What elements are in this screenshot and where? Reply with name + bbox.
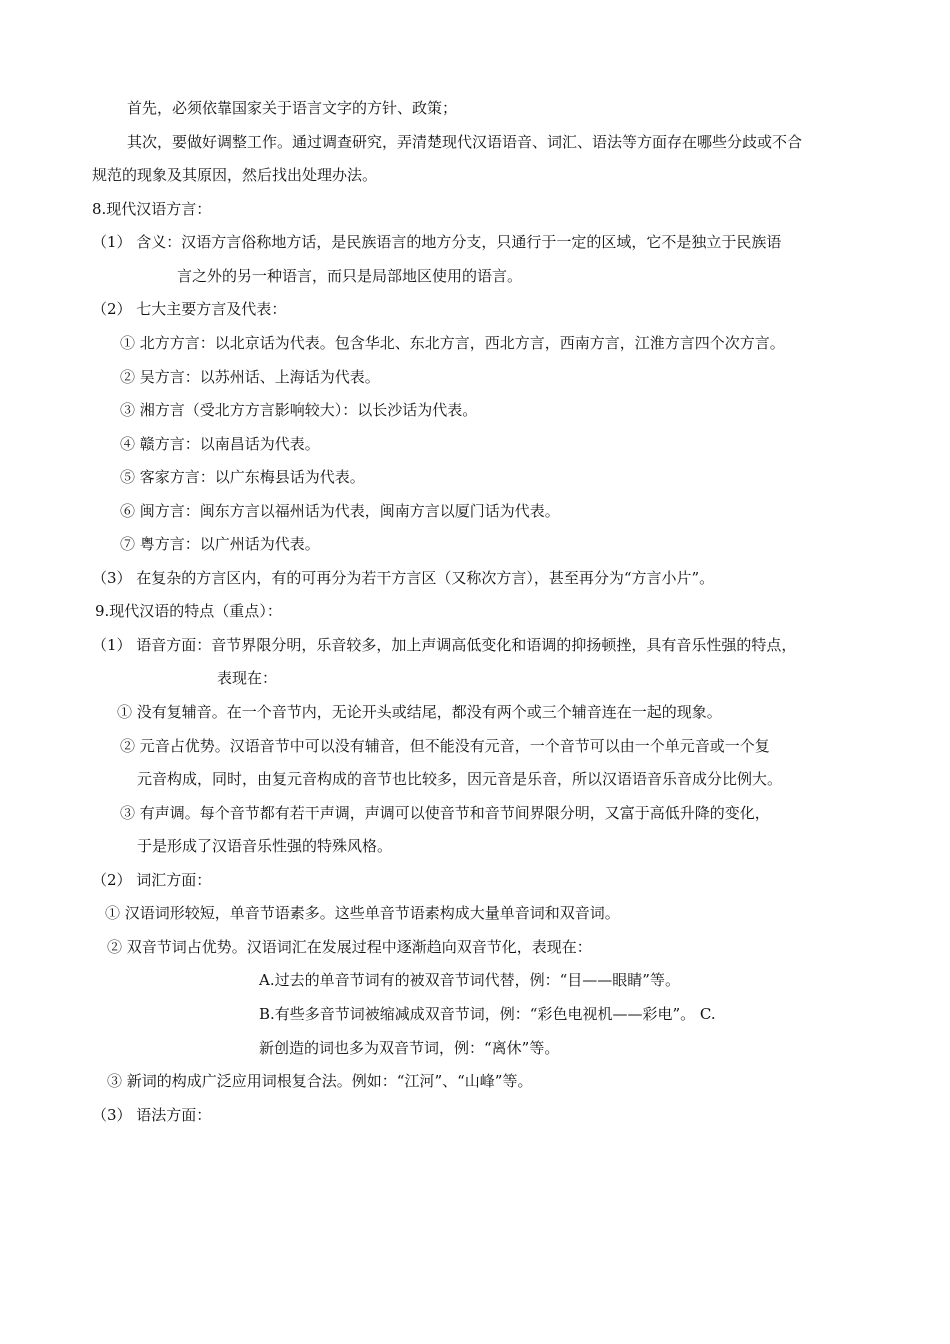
subsection-heading: （3） 语法方面： bbox=[92, 1106, 212, 1124]
paragraph-line: 规范的现象及其原因，然后找出处理办法。 bbox=[92, 166, 378, 184]
paragraph-line: 首先，必须依靠国家关于语言文字的方针、政策； bbox=[127, 99, 458, 117]
paragraph-line: （1） 语音方面：音节界限分明，乐音较多，加上声调高低变化和语调的抑扬顿挫，具有音乐性强的特点， bbox=[92, 636, 797, 654]
paragraph-line: 表现在： bbox=[217, 669, 278, 687]
section-heading: 8.现代汉语方言： bbox=[92, 200, 212, 218]
list-item: ③ 湘方言（受北方方言影响较大）：以长沙话为代表。 bbox=[120, 401, 478, 419]
sub-list-item: B.有些多音节词被缩减成双音节词，例：“彩色电视机——彩电”。 C. bbox=[259, 1005, 716, 1023]
paragraph-line: 其次，要做好调整工作。通过调查研究，弄清楚现代汉语语音、词汇、语法等方面存在哪些分歧或不合 bbox=[127, 133, 803, 151]
list-item-continuation: 于是形成了汉语音乐性强的特殊风格。 bbox=[137, 837, 393, 855]
list-item: ③ 有声调。每个音节都有若干声调，声调可以使音节和音节间界限分明，又富于高低升降的变化， bbox=[120, 804, 770, 822]
list-item: ⑥ 闽方言：闽东方言以福州话为代表，闽南方言以厦门话为代表。 bbox=[120, 502, 560, 520]
paragraph-line: 言之外的另一种语言，而只是局部地区使用的语言。 bbox=[177, 267, 523, 285]
sub-list-item: 新创造的词也多为双音节词，例：“离休”等。 bbox=[259, 1039, 560, 1057]
list-item: ④ 赣方言：以南昌话为代表。 bbox=[120, 435, 320, 453]
list-item: ⑦ 粤方言：以广州话为代表。 bbox=[120, 535, 320, 553]
list-item: ① 汉语词形较短，单音节语素多。这些单音节语素构成大量单音词和双音词。 bbox=[105, 904, 620, 922]
subsection-heading: （2） 词汇方面： bbox=[92, 871, 212, 889]
list-item: ② 元音占优势。汉语音节中可以没有辅音，但不能没有元音，一个音节可以由一个单元音或一个复 bbox=[120, 737, 770, 755]
subsection-heading: （2） 七大主要方言及代表： bbox=[92, 300, 287, 318]
paragraph-line: （3） 在复杂的方言区内，有的可再分为若干方言区（又称次方言），甚至再分为“方言小片”。 bbox=[92, 569, 715, 587]
list-item: ③ 新词的构成广泛应用词根复合法。例如：“江河”、“山峰”等。 bbox=[107, 1072, 533, 1090]
sub-list-item: A.过去的单音节词有的被双音节词代替，例：“目——眼睛”等。 bbox=[259, 971, 680, 989]
section-heading: 9.现代汉语的特点（重点）： bbox=[95, 602, 282, 620]
list-item: ① 北方方言：以北京话为代表。包含华北、东北方言，西北方言，西南方言，江淮方言四个次方言。 bbox=[120, 334, 785, 352]
paragraph-line: （1） 含义：汉语方言俗称地方话，是民族语言的地方分支，只通行于一定的区域，它不是独立于民族语 bbox=[92, 233, 782, 251]
list-item: ① 没有复辅音。在一个音节内，无论开头或结尾，都没有两个或三个辅音连在一起的现象。 bbox=[117, 703, 722, 721]
list-item: ② 吴方言：以苏州话、上海话为代表。 bbox=[120, 368, 380, 386]
list-item-continuation: 元音构成，同时，由复元音构成的音节也比较多，因元音是乐音，所以汉语语音乐音成分比例大。 bbox=[137, 770, 783, 788]
list-item: ⑤ 客家方言：以广东梅县话为代表。 bbox=[120, 468, 365, 486]
list-item: ② 双音节词占优势。汉语词汇在发展过程中逐渐趋向双音节化，表现在： bbox=[107, 938, 592, 956]
